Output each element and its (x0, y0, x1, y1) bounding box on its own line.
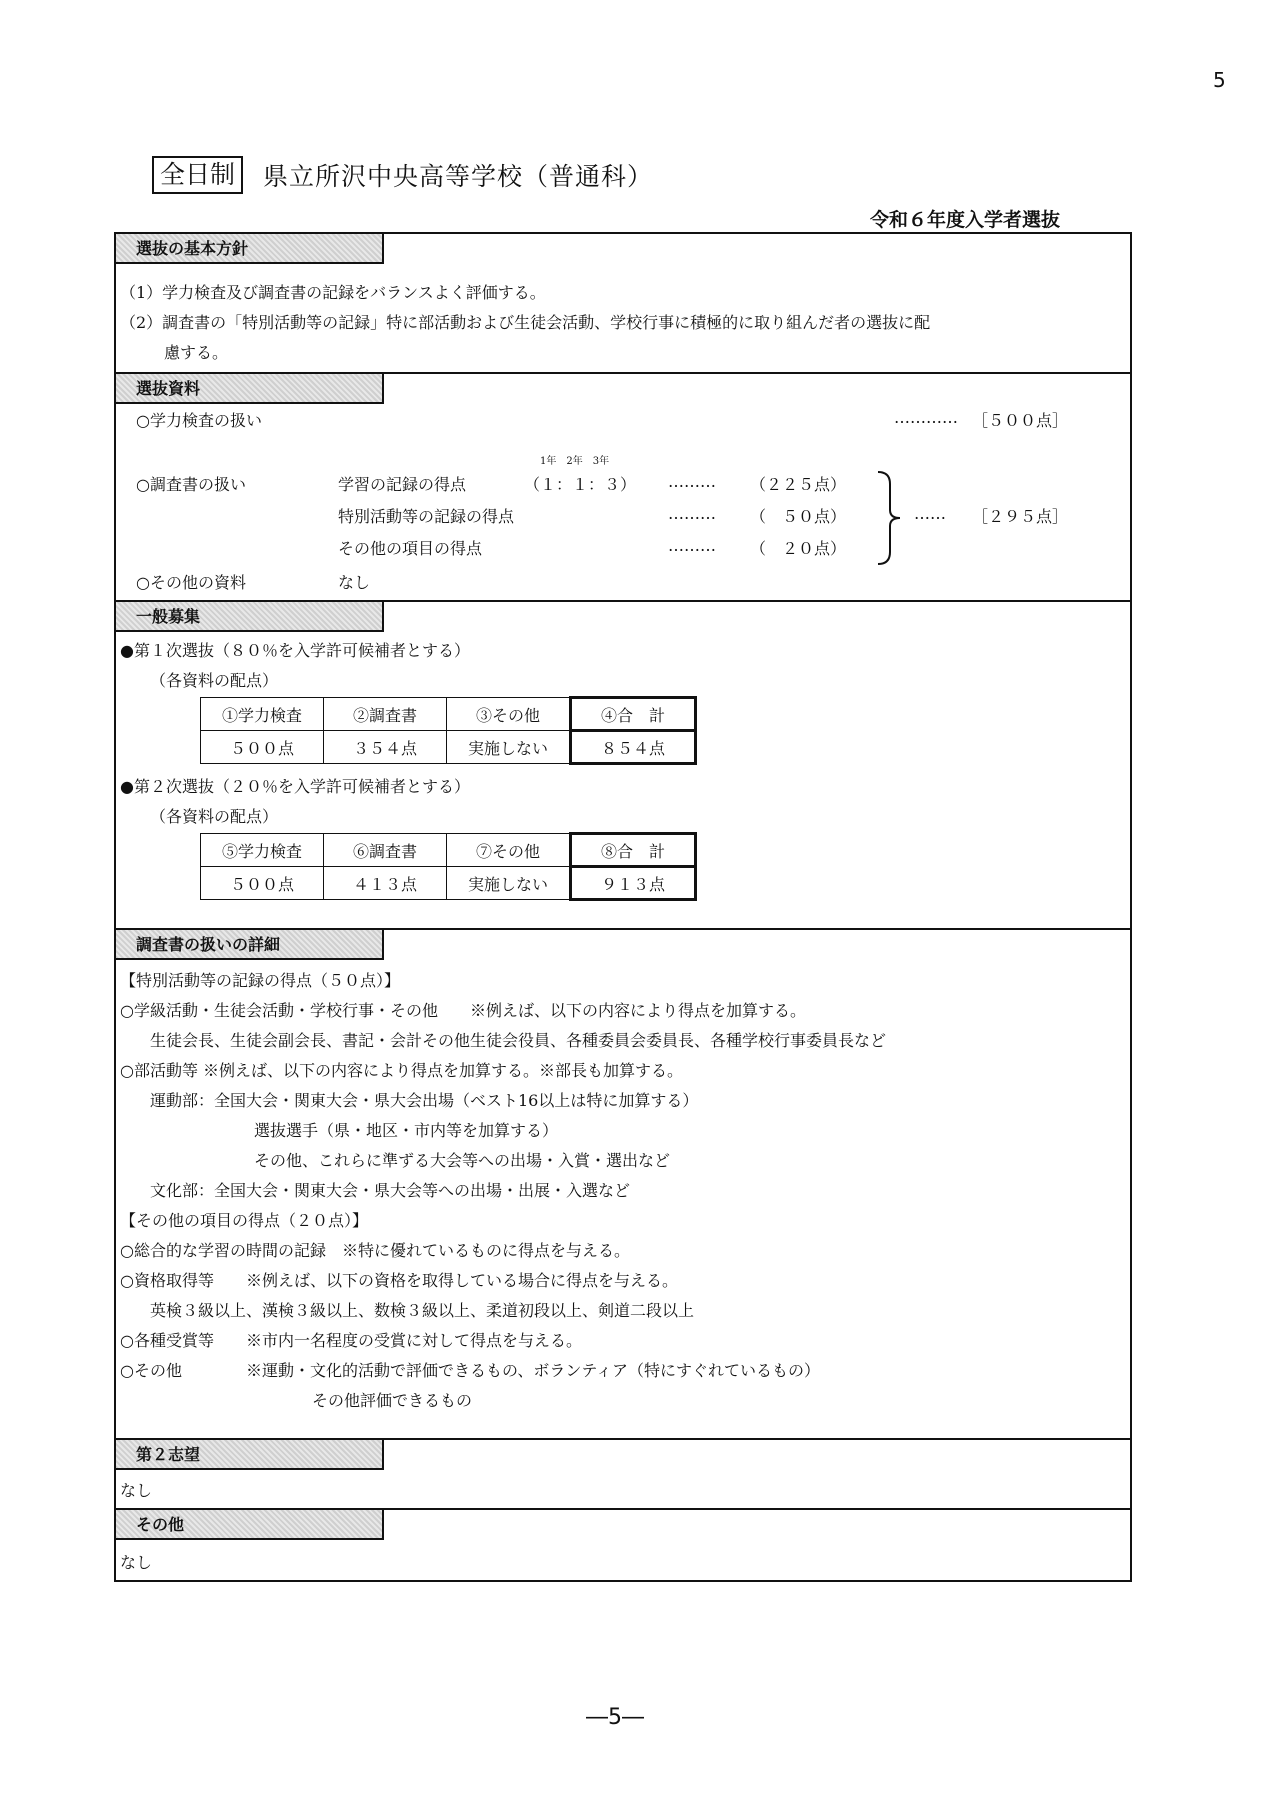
table-header-row (201, 834, 696, 867)
table-cell: 実施しない (447, 731, 571, 764)
allocation-label-2: （各資料の配点） (150, 807, 279, 826)
dots-3: ……… (668, 536, 716, 555)
school-name: 県立所沢中央高等学校（普通科） (263, 162, 654, 191)
total-dots: …… (914, 504, 946, 523)
study-points: （２２５点） (750, 475, 847, 494)
detail-line: ○学級活動・生徒会活動・学校行事・その他 ※例えば、以下の内容により得点を加算する。 (120, 1001, 806, 1020)
section-general (116, 600, 1130, 632)
section-others (116, 1508, 1130, 1540)
section-tab (116, 1440, 384, 1470)
second-choice-value: なし (120, 1481, 153, 1500)
detail-line: ○資格取得等 ※例えば、以下の資格を取得している場合に得点を与える。 (120, 1271, 678, 1290)
academic-dots: ………… (894, 408, 958, 427)
table-cell: ４１３点 (324, 867, 447, 900)
section-tab (116, 930, 384, 960)
table-cell: ⑥調査書 (324, 834, 447, 867)
footer-page-number: ―5― (586, 1705, 644, 1730)
report-total-points: ［２９５点］ (972, 507, 1069, 526)
section-details (116, 928, 1130, 960)
section-second-choice (116, 1438, 1130, 1470)
section-materials (116, 372, 1130, 404)
detail-line: 生徒会長、生徒会副会長、書記・会計その他生徒会役員、各種委員会委員長、各種学校行事委員長など (150, 1031, 887, 1050)
grouping-brace (876, 470, 902, 566)
table-cell: ９１３点 (571, 867, 696, 900)
table-cell: ⑧合 計 (571, 834, 696, 867)
other-record-label: その他の項目の得点 (338, 539, 483, 558)
allocation-label-1: （各資料の配点） (150, 671, 279, 690)
section-heading: その他 (136, 1515, 185, 1534)
detail-line: 運動部：全国大会・関東大会・県大会出場（ベスト16以上は特に加算する） (150, 1091, 699, 1110)
table-cell: ④合 計 (571, 698, 696, 731)
section-heading: 選抜資料 (136, 379, 201, 398)
section-tab (116, 602, 384, 632)
table-cell: ①学力検査 (201, 698, 324, 731)
section-tab (116, 374, 384, 404)
detail-line: ○部活動等 ※例えば、以下の内容により得点を加算する。※部長も加算する。 (120, 1061, 684, 1080)
detail-line: その他評価できるもの (312, 1391, 473, 1410)
dots-1: ……… (668, 472, 716, 491)
table-cell: ②調査書 (324, 698, 447, 731)
section-heading: 一般募集 (136, 607, 201, 626)
detail-line: 【特別活動等の記録の得点（５０点）】 (120, 971, 401, 990)
other-points: （ ２０点） (750, 539, 847, 558)
report-label: ○調査書の扱い (136, 475, 246, 494)
first-round-table (200, 696, 697, 765)
table-row (201, 731, 696, 764)
academic-test-label: ○学力検査の扱い (136, 411, 262, 430)
table-cell: ３５４点 (324, 731, 447, 764)
section-tab (116, 1510, 384, 1540)
detail-line: 選抜選手（県・地区・市内等を加算する） (254, 1121, 559, 1140)
detail-line: 文化部：全国大会・関東大会・県大会等への出場・出展・入選など (150, 1181, 631, 1200)
policy-line-2: （2）調査書の「特別活動等の記録」特に部活動および生徒会活動、学校行事に積極的に取り組んだ者の選抜に配 (120, 313, 931, 332)
table-cell: ⑤学力検査 (201, 834, 324, 867)
special-points: （ ５０点） (750, 507, 847, 526)
policy-line-1: （1）学力検査及び調査書の記録をバランスよく評価する。 (120, 283, 546, 302)
category-label: 全日制 (152, 156, 243, 194)
table-cell: ③その他 (447, 698, 571, 731)
table-cell: ８５４点 (571, 731, 696, 764)
first-round-label: ●第１次選抜（８０％を入学許可候補者とする） (120, 641, 470, 660)
detail-line: ○総合的な学習の時間の記録 ※特に優れているものに得点を与える。 (120, 1241, 630, 1260)
section-basic-policy (116, 232, 1130, 264)
year-labels: 1年 2年 3年 (540, 456, 610, 467)
detail-line: 【その他の項目の得点（２０点）】 (120, 1211, 369, 1230)
title-row (152, 156, 653, 194)
detail-line: ○各種受賞等 ※市内一名程度の受賞に対して得点を与える。 (120, 1331, 582, 1350)
policy-line-2b: 慮する。 (164, 343, 229, 362)
detail-line: 英検３級以上、漢検３級以上、数検３級以上、柔道初段以上、剣道二段以上 (150, 1301, 695, 1320)
section-heading: 第２志望 (136, 1445, 201, 1464)
table-cell: ５００点 (201, 867, 324, 900)
section-heading: 調査書の扱いの詳細 (136, 935, 281, 954)
second-round-table (200, 832, 697, 901)
section-tab (116, 234, 384, 264)
page-number: 5 (1213, 68, 1226, 92)
other-materials-label: ○その他の資料 (136, 573, 246, 592)
main-frame (114, 232, 1132, 1582)
special-record-label: 特別活動等の記録の得点 (338, 507, 515, 526)
others-value: なし (120, 1553, 153, 1572)
detail-line: その他、これらに準ずる大会等への出場・入賞・選出など (254, 1151, 671, 1170)
detail-line: ○その他 ※運動・文化的活動で評価できるもの、ボランティア（特にすぐれているもの） (120, 1361, 821, 1380)
table-cell: ⑦その他 (447, 834, 571, 867)
table-cell: ５００点 (201, 731, 324, 764)
other-materials-value: なし (338, 573, 371, 592)
study-record-label: 学習の記録の得点 (338, 475, 467, 494)
second-round-label: ●第２次選抜（２０％を入学許可候補者とする） (120, 777, 470, 796)
dots-2: ……… (668, 504, 716, 523)
table-header-row (201, 698, 696, 731)
academic-points: ［５００点］ (972, 411, 1069, 430)
table-cell: 実施しない (447, 867, 571, 900)
section-heading: 選抜の基本方針 (136, 239, 249, 258)
table-row (201, 867, 696, 900)
study-ratio: （１：１：３） (524, 475, 637, 494)
exam-year: 令和６年度入学者選抜 (870, 209, 1061, 231)
